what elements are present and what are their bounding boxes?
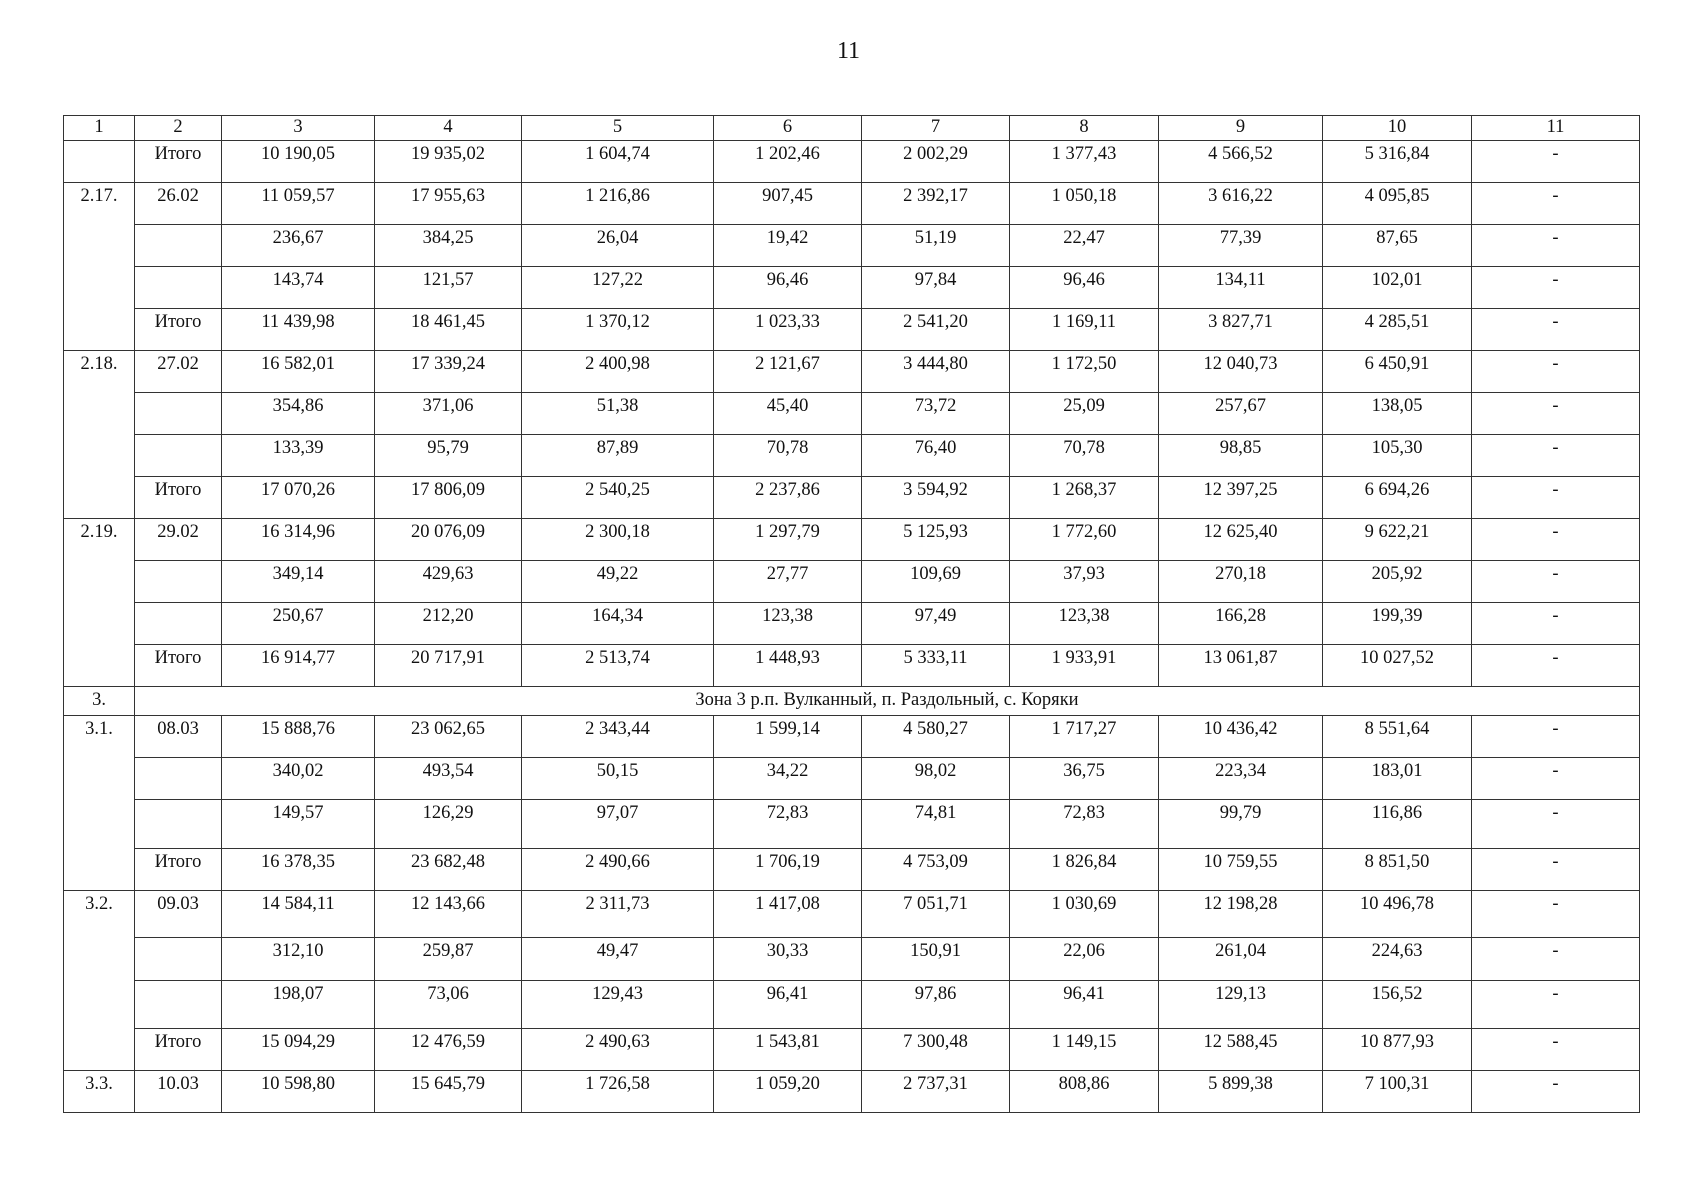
value-cell: 37,93	[1010, 561, 1159, 603]
value-cell: 10 027,52	[1323, 645, 1472, 687]
value-cell: 129,43	[522, 981, 714, 1029]
value-cell: 183,01	[1323, 758, 1472, 800]
value-cell: 77,39	[1159, 225, 1323, 267]
value-cell: 1 706,19	[714, 849, 862, 891]
value-cell: 1 604,74	[522, 141, 714, 183]
value-cell: 150,91	[862, 938, 1010, 981]
value-cell: 1 370,12	[522, 309, 714, 351]
column-header: 2	[135, 116, 222, 141]
value-cell: 10 190,05	[222, 141, 375, 183]
value-cell: 1 216,86	[522, 183, 714, 225]
table-row	[64, 716, 1640, 758]
value-cell: 10 759,55	[1159, 849, 1323, 891]
table-row	[64, 141, 1640, 183]
row-label: Итого	[135, 141, 222, 183]
value-cell: 20 717,91	[375, 645, 522, 687]
value-cell: 105,30	[1323, 435, 1472, 477]
value-cell: 1 599,14	[714, 716, 862, 758]
value-cell: 19 935,02	[375, 141, 522, 183]
value-cell: 907,45	[714, 183, 862, 225]
value-cell: -	[1472, 1029, 1640, 1071]
value-cell: 96,41	[1010, 981, 1159, 1029]
row-label	[135, 561, 222, 603]
value-cell: 18 461,45	[375, 309, 522, 351]
value-cell: 45,40	[714, 393, 862, 435]
column-header: 4	[375, 116, 522, 141]
value-cell: 70,78	[714, 435, 862, 477]
value-cell: 51,38	[522, 393, 714, 435]
zone-title: Зона 3 р.п. Вулканный, п. Раздольный, с. Коряки	[135, 687, 1640, 716]
data-table	[63, 115, 1640, 1113]
table-row	[64, 849, 1640, 891]
table-row	[64, 225, 1640, 267]
value-cell: -	[1472, 435, 1640, 477]
value-cell: 19,42	[714, 225, 862, 267]
value-cell: 98,85	[1159, 435, 1323, 477]
value-cell: -	[1472, 603, 1640, 645]
value-cell: 17 339,24	[375, 351, 522, 393]
value-cell: 36,75	[1010, 758, 1159, 800]
value-cell: 96,46	[714, 267, 862, 309]
table-row	[64, 891, 1640, 938]
row-label: Итого	[135, 1029, 222, 1071]
table-row	[64, 800, 1640, 849]
value-cell: 224,63	[1323, 938, 1472, 981]
value-cell: 5 333,11	[862, 645, 1010, 687]
column-header: 3	[222, 116, 375, 141]
value-cell: -	[1472, 183, 1640, 225]
row-label: Итого	[135, 477, 222, 519]
value-cell: -	[1472, 800, 1640, 849]
value-cell: 11 439,98	[222, 309, 375, 351]
value-cell: 26,04	[522, 225, 714, 267]
column-header: 10	[1323, 116, 1472, 141]
value-cell: 1 030,69	[1010, 891, 1159, 938]
value-cell: 2 392,17	[862, 183, 1010, 225]
value-cell: 199,39	[1323, 603, 1472, 645]
column-header: 11	[1472, 116, 1640, 141]
value-cell: 164,34	[522, 603, 714, 645]
value-cell: 212,20	[375, 603, 522, 645]
value-cell: 15 094,29	[222, 1029, 375, 1071]
value-cell: 96,41	[714, 981, 862, 1029]
value-cell: 1 726,58	[522, 1071, 714, 1113]
table-row	[64, 1071, 1640, 1113]
value-cell: 7 300,48	[862, 1029, 1010, 1071]
value-cell: 72,83	[1010, 800, 1159, 849]
column-header: 5	[522, 116, 714, 141]
value-cell: 23 062,65	[375, 716, 522, 758]
item-number: 3.3.	[64, 1071, 135, 1113]
value-cell: 2 343,44	[522, 716, 714, 758]
value-cell: 371,06	[375, 393, 522, 435]
value-cell: 129,13	[1159, 981, 1323, 1029]
value-cell: 123,38	[714, 603, 862, 645]
value-cell: 7 051,71	[862, 891, 1010, 938]
value-cell: 126,29	[375, 800, 522, 849]
row-label	[135, 938, 222, 981]
value-cell: 2 490,66	[522, 849, 714, 891]
value-cell: 2 237,86	[714, 477, 862, 519]
value-cell: 4 095,85	[1323, 183, 1472, 225]
zone-number: 3.	[64, 687, 135, 716]
value-cell: 2 541,20	[862, 309, 1010, 351]
value-cell: 30,33	[714, 938, 862, 981]
value-cell: 72,83	[714, 800, 862, 849]
value-cell: 1 826,84	[1010, 849, 1159, 891]
value-cell: 1 297,79	[714, 519, 862, 561]
column-header: 8	[1010, 116, 1159, 141]
value-cell: 6 694,26	[1323, 477, 1472, 519]
value-cell: 23 682,48	[375, 849, 522, 891]
value-cell: 2 513,74	[522, 645, 714, 687]
value-cell: 1 149,15	[1010, 1029, 1159, 1071]
item-number: 3.1.	[64, 716, 135, 891]
table-row	[64, 561, 1640, 603]
value-cell: 74,81	[862, 800, 1010, 849]
value-cell: -	[1472, 141, 1640, 183]
value-cell: 4 566,52	[1159, 141, 1323, 183]
value-cell: 3 594,92	[862, 477, 1010, 519]
row-label	[135, 758, 222, 800]
value-cell: 102,01	[1323, 267, 1472, 309]
table-row	[64, 477, 1640, 519]
value-cell: 17 070,26	[222, 477, 375, 519]
value-cell: 97,86	[862, 981, 1010, 1029]
value-cell: 2 400,98	[522, 351, 714, 393]
value-cell: 1 717,27	[1010, 716, 1159, 758]
row-label	[135, 981, 222, 1029]
value-cell: 14 584,11	[222, 891, 375, 938]
value-cell: 261,04	[1159, 938, 1323, 981]
value-cell: 493,54	[375, 758, 522, 800]
value-cell: -	[1472, 758, 1640, 800]
value-cell: 1 543,81	[714, 1029, 862, 1071]
value-cell: 6 450,91	[1323, 351, 1472, 393]
zone-row	[64, 687, 1640, 716]
value-cell: 1 933,91	[1010, 645, 1159, 687]
value-cell: 1 417,08	[714, 891, 862, 938]
value-cell: 1 169,11	[1010, 309, 1159, 351]
value-cell: 16 582,01	[222, 351, 375, 393]
row-label: Итого	[135, 645, 222, 687]
value-cell: 4 285,51	[1323, 309, 1472, 351]
value-cell: 98,02	[862, 758, 1010, 800]
value-cell: 73,06	[375, 981, 522, 1029]
value-cell: 15 645,79	[375, 1071, 522, 1113]
row-label: Итого	[135, 309, 222, 351]
value-cell: 34,22	[714, 758, 862, 800]
value-cell: 50,15	[522, 758, 714, 800]
value-cell: 15 888,76	[222, 716, 375, 758]
value-cell: 4 580,27	[862, 716, 1010, 758]
table-row	[64, 981, 1640, 1029]
row-label: Итого	[135, 849, 222, 891]
value-cell: 2 311,73	[522, 891, 714, 938]
value-cell: 1 202,46	[714, 141, 862, 183]
value-cell: 5 125,93	[862, 519, 1010, 561]
table-row	[64, 267, 1640, 309]
item-number: 3.2.	[64, 891, 135, 1071]
value-cell: 127,22	[522, 267, 714, 309]
value-cell: 13 061,87	[1159, 645, 1323, 687]
value-cell: 8 851,50	[1323, 849, 1472, 891]
page-number: 11	[836, 38, 861, 64]
value-cell: 156,52	[1323, 981, 1472, 1029]
value-cell: 1 023,33	[714, 309, 862, 351]
value-cell: 17 955,63	[375, 183, 522, 225]
value-cell: 2 121,67	[714, 351, 862, 393]
value-cell: 5 316,84	[1323, 141, 1472, 183]
table-row	[64, 1029, 1640, 1071]
value-cell: 7 100,31	[1323, 1071, 1472, 1113]
table-row	[64, 309, 1640, 351]
value-cell: 87,65	[1323, 225, 1472, 267]
value-cell: 25,09	[1010, 393, 1159, 435]
table-row	[64, 435, 1640, 477]
value-cell: 12 588,45	[1159, 1029, 1323, 1071]
value-cell: -	[1472, 561, 1640, 603]
value-cell: 257,67	[1159, 393, 1323, 435]
value-cell: 10 598,80	[222, 1071, 375, 1113]
value-cell: 12 476,59	[375, 1029, 522, 1071]
value-cell: 2 490,63	[522, 1029, 714, 1071]
value-cell: 138,05	[1323, 393, 1472, 435]
value-cell: 143,74	[222, 267, 375, 309]
value-cell: -	[1472, 645, 1640, 687]
value-cell: 166,28	[1159, 603, 1323, 645]
row-label: 09.03	[135, 891, 222, 938]
value-cell: 12 198,28	[1159, 891, 1323, 938]
value-cell: -	[1472, 938, 1640, 981]
value-cell: 73,72	[862, 393, 1010, 435]
value-cell: 12 625,40	[1159, 519, 1323, 561]
column-header: 7	[862, 116, 1010, 141]
value-cell: 1 772,60	[1010, 519, 1159, 561]
value-cell: 109,69	[862, 561, 1010, 603]
value-cell: 236,67	[222, 225, 375, 267]
value-cell: 12 397,25	[1159, 477, 1323, 519]
value-cell: -	[1472, 981, 1640, 1029]
row-label	[135, 225, 222, 267]
row-label	[135, 603, 222, 645]
value-cell: 354,86	[222, 393, 375, 435]
value-cell: 1 059,20	[714, 1071, 862, 1113]
value-cell: 97,49	[862, 603, 1010, 645]
value-cell: 116,86	[1323, 800, 1472, 849]
value-cell: 312,10	[222, 938, 375, 981]
value-cell: 9 622,21	[1323, 519, 1472, 561]
value-cell: 1 172,50	[1010, 351, 1159, 393]
value-cell: 10 496,78	[1323, 891, 1472, 938]
value-cell: 270,18	[1159, 561, 1323, 603]
value-cell: 198,07	[222, 981, 375, 1029]
value-cell: 97,84	[862, 267, 1010, 309]
value-cell: -	[1472, 309, 1640, 351]
value-cell: 87,89	[522, 435, 714, 477]
value-cell: 16 314,96	[222, 519, 375, 561]
value-cell: 49,22	[522, 561, 714, 603]
value-cell: -	[1472, 716, 1640, 758]
value-cell: 12 040,73	[1159, 351, 1323, 393]
value-cell: 11 059,57	[222, 183, 375, 225]
value-cell: 27,77	[714, 561, 862, 603]
table-row	[64, 938, 1640, 981]
row-label: 08.03	[135, 716, 222, 758]
value-cell: 1 050,18	[1010, 183, 1159, 225]
value-cell: 3 444,80	[862, 351, 1010, 393]
value-cell: 134,11	[1159, 267, 1323, 309]
value-cell: 340,02	[222, 758, 375, 800]
value-cell: 259,87	[375, 938, 522, 981]
table-row	[64, 393, 1640, 435]
table-row	[64, 758, 1640, 800]
value-cell: 10 436,42	[1159, 716, 1323, 758]
value-cell: 2 540,25	[522, 477, 714, 519]
row-label	[135, 393, 222, 435]
value-cell: -	[1472, 477, 1640, 519]
value-cell: 4 753,09	[862, 849, 1010, 891]
value-cell: 2 300,18	[522, 519, 714, 561]
value-cell: 10 877,93	[1323, 1029, 1472, 1071]
table-row	[64, 183, 1640, 225]
column-header: 1	[64, 116, 135, 141]
row-label: 29.02	[135, 519, 222, 561]
value-cell: -	[1472, 267, 1640, 309]
value-cell: 384,25	[375, 225, 522, 267]
value-cell: 123,38	[1010, 603, 1159, 645]
item-number: 2.17.	[64, 183, 135, 351]
value-cell: 49,47	[522, 938, 714, 981]
row-label: 27.02	[135, 351, 222, 393]
value-cell: 51,19	[862, 225, 1010, 267]
value-cell: 16 914,77	[222, 645, 375, 687]
value-cell: 1 268,37	[1010, 477, 1159, 519]
table-row	[64, 603, 1640, 645]
value-cell: 22,06	[1010, 938, 1159, 981]
row-label	[135, 435, 222, 477]
table-row	[64, 645, 1640, 687]
value-cell: 96,46	[1010, 267, 1159, 309]
value-cell: -	[1472, 891, 1640, 938]
value-cell: 99,79	[1159, 800, 1323, 849]
value-cell: -	[1472, 351, 1640, 393]
value-cell: 2 002,29	[862, 141, 1010, 183]
value-cell: 16 378,35	[222, 849, 375, 891]
row-label	[135, 800, 222, 849]
value-cell: 95,79	[375, 435, 522, 477]
value-cell: -	[1472, 519, 1640, 561]
value-cell: 3 827,71	[1159, 309, 1323, 351]
value-cell: 8 551,64	[1323, 716, 1472, 758]
row-label: 10.03	[135, 1071, 222, 1113]
value-cell: -	[1472, 393, 1640, 435]
value-cell: 3 616,22	[1159, 183, 1323, 225]
value-cell: 12 143,66	[375, 891, 522, 938]
value-cell: 76,40	[862, 435, 1010, 477]
value-cell: 5 899,38	[1159, 1071, 1323, 1113]
value-cell: 808,86	[1010, 1071, 1159, 1113]
value-cell: 2 737,31	[862, 1071, 1010, 1113]
value-cell: 97,07	[522, 800, 714, 849]
column-header: 6	[714, 116, 862, 141]
row-label	[135, 267, 222, 309]
item-number	[64, 141, 135, 183]
value-cell: -	[1472, 1071, 1640, 1113]
value-cell: 429,63	[375, 561, 522, 603]
table-row	[64, 519, 1640, 561]
value-cell: 349,14	[222, 561, 375, 603]
value-cell: 149,57	[222, 800, 375, 849]
item-number: 2.18.	[64, 351, 135, 519]
value-cell: 20 076,09	[375, 519, 522, 561]
value-cell: 223,34	[1159, 758, 1323, 800]
value-cell: 250,67	[222, 603, 375, 645]
value-cell: 17 806,09	[375, 477, 522, 519]
value-cell: 70,78	[1010, 435, 1159, 477]
item-number: 2.19.	[64, 519, 135, 687]
row-label: 26.02	[135, 183, 222, 225]
value-cell: 1 377,43	[1010, 141, 1159, 183]
value-cell: 133,39	[222, 435, 375, 477]
header-row	[64, 116, 1640, 141]
value-cell: -	[1472, 849, 1640, 891]
column-header: 9	[1159, 116, 1323, 141]
value-cell: 205,92	[1323, 561, 1472, 603]
table-row	[64, 351, 1640, 393]
value-cell: 22,47	[1010, 225, 1159, 267]
value-cell: -	[1472, 225, 1640, 267]
value-cell: 121,57	[375, 267, 522, 309]
value-cell: 1 448,93	[714, 645, 862, 687]
